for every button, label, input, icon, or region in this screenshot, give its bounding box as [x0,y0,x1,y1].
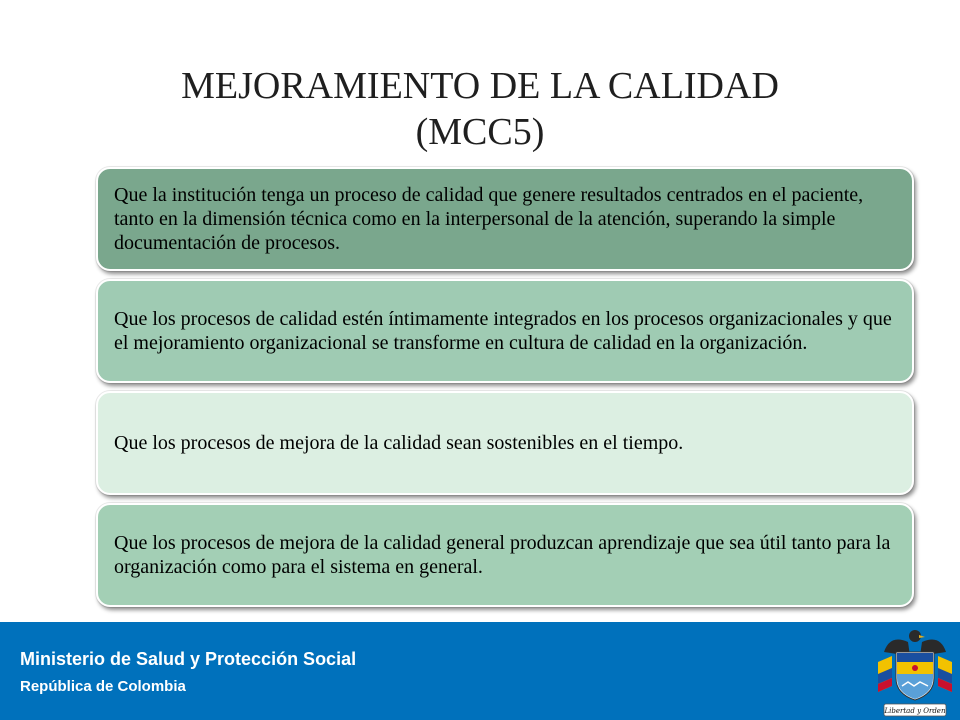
footer-bar [0,622,960,720]
objective-text-1: Que la institución tenga un proceso de calidad que genere resultados centrados en el paciente, tanto en la dimensión técnica como en la interpersonal de la atención, superando la simple documentación de procesos. [114,184,864,254]
objective-text-3: Que los procesos de mejora de la calidad sean sostenibles en el tiempo. [114,432,684,454]
objective-text-2: Que los procesos de calidad estén íntimamente integrados en los procesos organizacionales y que el mejoramiento organizacional se transforme en cultura de calidad en la organización. [114,308,892,354]
slide-title [0,63,960,155]
slide-title-line-2: (MCC5) [415,111,545,154]
slide-title-line-1: MEJORAMIENTO DE LA CALIDAD [181,65,779,108]
coat-of-arms-icon [870,622,960,720]
svg-text:Libertad y Orden: Libertad y Orden [884,707,946,715]
country-name: República de Colombia [20,678,186,695]
objective-card-2 [96,279,914,383]
ministry-name: Ministerio de Salud y Protección Social [20,649,357,669]
objective-card-4 [96,503,914,607]
objective-card-1 [96,167,914,271]
objective-text-4: Que los procesos de mejora de la calidad general produzcan aprendizaje que sea útil tanto para la organización como para el sistema en general. [114,532,891,578]
objective-card-3 [96,391,914,495]
